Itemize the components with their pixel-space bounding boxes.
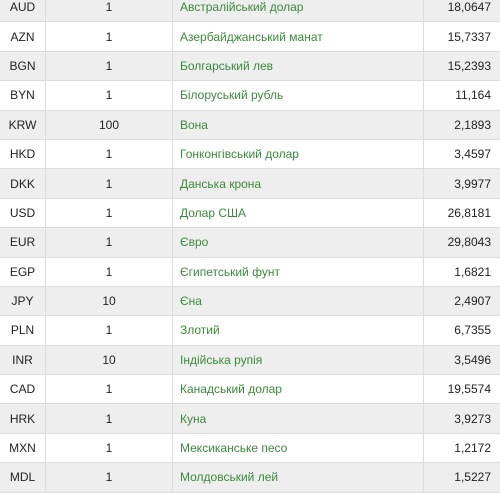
currency-code: PLN	[0, 316, 46, 344]
currency-units: 1	[46, 52, 173, 80]
exchange-rate: 19,5574	[447, 382, 491, 397]
currency-code: AUD	[0, 0, 46, 21]
exchange-rate: 26,8181	[447, 205, 491, 220]
exchange-rate: 18,0647	[447, 0, 491, 15]
currency-name-cell	[173, 52, 424, 80]
exchange-rate: 2,1893	[454, 117, 491, 132]
table-row	[0, 434, 500, 463]
exchange-rate: 15,2393	[447, 58, 491, 73]
currency-units: 1	[46, 22, 173, 50]
exchange-rate: 3,5496	[454, 352, 491, 367]
exchange-rate: 3,4597	[454, 147, 491, 162]
currency-units: 10	[46, 287, 173, 315]
exchange-rate: 1,2172	[454, 441, 491, 456]
currency-code: CAD	[0, 375, 46, 403]
currency-name-cell	[173, 346, 424, 374]
currency-name-link[interactable]: Куна	[180, 411, 207, 426]
table-row	[0, 111, 500, 140]
currency-name-cell	[173, 81, 424, 109]
currency-name-link[interactable]: Молдовський лей	[180, 470, 279, 485]
currency-units: 10	[46, 346, 173, 374]
currency-name-link[interactable]: Злотий	[180, 323, 220, 338]
table-row	[0, 22, 500, 51]
currency-code: BYN	[0, 81, 46, 109]
currency-name-link[interactable]: Австралійський долар	[180, 0, 304, 15]
currency-units: 1	[46, 434, 173, 462]
table-row	[0, 140, 500, 169]
currency-name-link[interactable]: Єгипетський фунт	[180, 264, 280, 279]
currency-units: 1	[46, 404, 173, 432]
currency-name-cell	[173, 434, 424, 462]
currency-units: 1	[46, 169, 173, 197]
exchange-rate: 29,8043	[447, 235, 491, 250]
table-row	[0, 52, 500, 81]
exchange-rate: 3,9273	[454, 411, 491, 426]
currency-name-link[interactable]: Канадський долар	[180, 382, 282, 397]
currency-code: JPY	[0, 287, 46, 315]
currency-units: 1	[46, 463, 173, 491]
currency-name-link[interactable]: Долар США	[180, 205, 247, 220]
exchange-rate: 6,7355	[454, 323, 491, 338]
currency-name-cell	[173, 375, 424, 403]
currency-code: EUR	[0, 228, 46, 256]
exchange-rate: 15,7337	[447, 29, 491, 44]
currency-name-link[interactable]: Вона	[180, 117, 208, 132]
currency-code: DKK	[0, 169, 46, 197]
currency-units: 1	[46, 228, 173, 256]
currency-name-link[interactable]: Болгарський лев	[180, 58, 274, 73]
table-row	[0, 375, 500, 404]
currency-name-link[interactable]: Мексиканське песо	[180, 441, 288, 456]
currency-code: HKD	[0, 140, 46, 168]
currency-units: 1	[46, 316, 173, 344]
currency-name-link[interactable]: Індійська рупія	[180, 352, 263, 367]
currency-name-cell	[173, 258, 424, 286]
table-row	[0, 228, 500, 257]
currency-units: 1	[46, 140, 173, 168]
currency-units: 1	[46, 81, 173, 109]
currency-code: HRK	[0, 404, 46, 432]
currency-name-link[interactable]: Гонконгівський долар	[180, 147, 299, 162]
currency-code: INR	[0, 346, 46, 374]
currency-name-cell	[173, 169, 424, 197]
table-row	[0, 346, 500, 375]
table-row	[0, 258, 500, 287]
currency-code: USD	[0, 199, 46, 227]
currency-code: KRW	[0, 111, 46, 139]
currency-name-link[interactable]: Білоруський рубль	[180, 88, 284, 103]
currency-name-link[interactable]: Єна	[180, 294, 202, 309]
currency-name-link[interactable]: Азербайджанський манат	[180, 29, 323, 44]
exchange-rate: 11,164	[455, 88, 491, 103]
table-row	[0, 199, 500, 228]
table-row	[0, 287, 500, 316]
currency-name-link[interactable]: Данська крона	[180, 176, 262, 191]
currency-name-cell	[173, 199, 424, 227]
currency-code: BGN	[0, 52, 46, 80]
currency-name-cell	[173, 0, 424, 21]
table-row	[0, 169, 500, 198]
currency-name-cell	[173, 287, 424, 315]
currency-name-cell	[173, 22, 424, 50]
currency-units: 1	[46, 375, 173, 403]
exchange-rate: 3,9977	[454, 176, 491, 191]
table-row	[0, 0, 500, 22]
currency-name-cell	[173, 463, 424, 491]
currency-name-link[interactable]: Євро	[180, 235, 209, 250]
currency-units: 1	[46, 199, 173, 227]
currency-code: MDL	[0, 463, 46, 491]
table-row	[0, 81, 500, 110]
currency-units: 100	[46, 111, 173, 139]
currency-code: AZN	[0, 22, 46, 50]
table-row	[0, 316, 500, 345]
currency-name-cell	[173, 140, 424, 168]
currency-code: EGP	[0, 258, 46, 286]
currency-name-cell	[173, 404, 424, 432]
currency-name-cell	[173, 316, 424, 344]
exchange-rate: 2,4907	[454, 294, 491, 309]
currency-code: MXN	[0, 434, 46, 462]
table-row	[0, 404, 500, 433]
exchange-rate: 1,5227	[454, 470, 491, 485]
exchange-rate: 1,6821	[454, 264, 491, 279]
currency-name-cell	[173, 111, 424, 139]
currency-name-cell	[173, 228, 424, 256]
currency-units: 1	[46, 258, 173, 286]
currency-units: 1	[46, 0, 173, 21]
table-row	[0, 463, 500, 492]
